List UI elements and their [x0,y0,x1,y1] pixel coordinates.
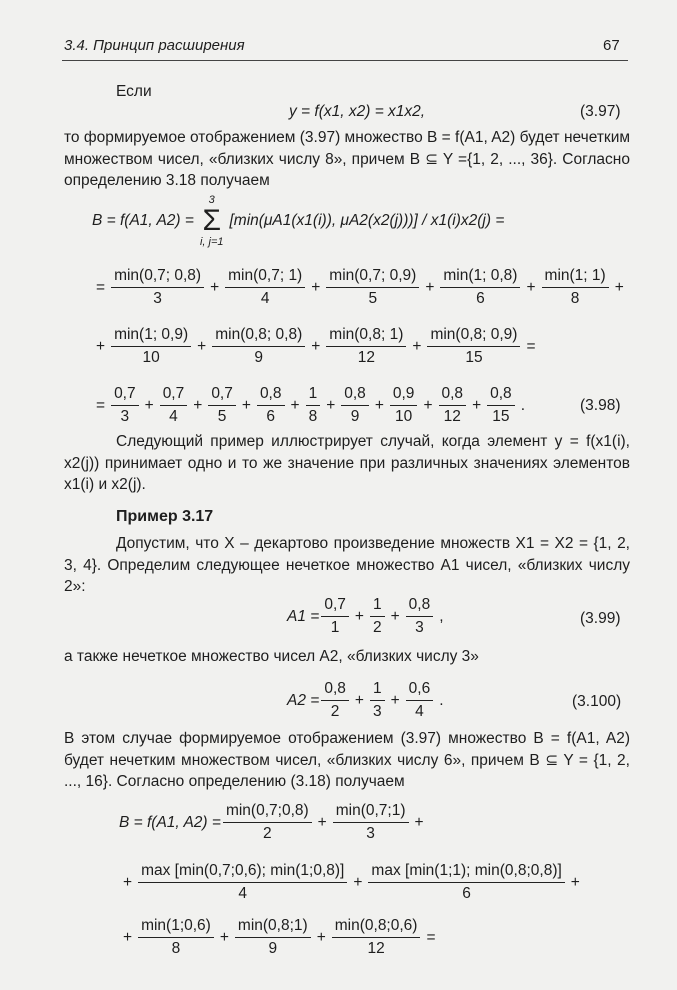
numerator: 1 [370,680,385,701]
plus-operator: + [219,928,229,946]
plus-operator: + [526,278,536,296]
operator: = [526,337,536,355]
numerator: min(0,8; 1) [326,326,406,347]
equation-b2-line-1 [119,802,428,843]
denominator: 4 [169,408,178,425]
plus-operator: + [326,396,336,414]
plus-operator: + [423,396,433,414]
equation-b-definition [92,194,504,248]
plus-operator: + [425,278,435,296]
denominator: 2 [262,825,272,842]
fraction-term [235,917,311,958]
eq-b2-lhs: B = f(A1, A2) = [119,813,221,831]
section-title: 3.4. Принцип расширения [64,37,245,54]
denominator: 5 [217,408,227,425]
fraction-term [321,680,349,721]
fraction-term [138,862,347,903]
fraction-term [138,917,214,958]
denominator: 6 [476,290,485,307]
denominator: 12 [367,940,385,957]
fraction-term [390,385,418,426]
equation-3-97: y = f(x1, x2) = x1x2, [289,103,426,120]
eq-a1-lhs: A1 = [287,607,320,625]
numerator: min(0,7;0,8) [223,802,312,823]
eq-number-3-97: (3.97) [580,103,621,120]
fraction-term [427,326,520,367]
denominator: 12 [357,349,375,366]
denominator: 10 [142,349,160,366]
paragraph-5-text: В этом случае формируемое отображением (3.97) множество B = f(A1, A2) будет нечетким множеством чисел, «близких числу 6», причем B ⊆ Y = {1, 2, ..., 16}. Согласно определению (3.18) получаем [64,730,630,790]
paragraph-2-text: Следующий пример иллюстрирует случай, когда элемент y = f(x1(i), x2(j)) принимает одно и то же значение при различных значениях элементов x1(i) и x2(j). [64,433,630,493]
denominator: 3 [366,825,375,842]
fraction-term [326,267,419,308]
denominator: 10 [395,408,413,425]
intro-word: Если [116,83,152,100]
numerator: 0,7 [208,385,236,406]
denominator: 3 [372,703,382,720]
paragraph-1-text: то формируемое отображением (3.97) множество B = f(A1, A2) будет нечетким множеством чисел, «близких числу 8», причем B ⊆ Y ={1, 2, ..., 36}. Согласно определению 3.18 получаем [64,129,631,189]
denominator: 5 [368,290,378,307]
operator: . [439,691,444,709]
paragraph-4 [64,646,630,668]
numerator: 0,8 [321,680,349,701]
plus-operator: + [316,928,326,946]
eq-b-lhs: B = f(A1, A2) = [92,212,194,229]
denominator: 2 [372,619,382,636]
plus-operator: + [290,396,300,414]
fraction-term [332,917,421,958]
plus-operator: + [354,607,364,625]
plus-operator: + [193,396,203,414]
equation-b2-line-2 [119,862,584,903]
operator: + [570,873,580,891]
numerator: 0,7 [111,385,139,406]
fraction-term [487,385,515,426]
denominator: 8 [570,290,580,307]
denominator: 9 [350,408,360,425]
paragraph-3-text: Допустим, что X – декартово произведение множеств X1 = X2 = {1, 2, 3, 4}. Определим следующее нечеткое множество A1 чисел, «близких числу 2»: [64,535,630,595]
fraction-term [326,326,406,367]
plus-operator: + [390,607,400,625]
operator: + [123,873,133,891]
paragraph-3 [64,533,630,598]
numerator: min(1; 1) [542,267,609,288]
operator: . [520,396,525,414]
fraction-term [439,385,467,426]
sigma-icon: Σ [202,204,221,237]
equation-line-2 [92,326,540,367]
numerator: 1 [370,596,385,617]
numerator: 0,8 [439,385,467,406]
denominator: 3 [120,408,130,425]
plus-operator: + [390,691,400,709]
operator: = [96,278,106,296]
numerator: 0,6 [406,680,434,701]
numerator: min(1; 0,8) [440,267,520,288]
operator: , [439,607,444,625]
plus-operator: + [210,278,220,296]
denominator: 1 [330,619,340,636]
numerator: min(0,7;1) [333,802,409,823]
numerator: 0,8 [487,385,515,406]
fraction-term [542,267,609,308]
fraction-term [223,802,312,843]
eq-number-3-99: (3.99) [580,610,621,627]
paragraph-5 [64,728,630,793]
numerator: 1 [306,385,321,406]
numerator: 0,9 [390,385,418,406]
fraction-term [111,267,204,308]
numerator: max [min(0,7;0,6); min(1;0,8)] [138,862,347,883]
fraction-term [111,385,139,426]
denominator: 4 [415,703,424,720]
fraction-term [370,680,385,721]
numerator: min(0,8;1) [235,917,311,938]
sum-lower-limit: i, j=1 [199,236,224,248]
operator: + [414,813,424,831]
plus-operator: + [354,691,364,709]
fraction-term [111,326,191,367]
numerator: min(1;0,6) [138,917,214,938]
numerator: min(0,8; 0,8) [212,326,305,347]
numerator: 0,7 [321,596,349,617]
plus-operator: + [412,337,422,355]
fraction-term [370,596,385,637]
denominator: 12 [443,408,461,425]
numerator: min(0,7; 0,8) [111,267,204,288]
denominator: 15 [492,408,510,425]
header-rule [62,60,628,61]
operator: + [614,278,624,296]
denominator: 3 [415,619,424,636]
denominator: 2 [330,703,340,720]
eq-number-3-100: (3.100) [572,693,622,710]
fraction-term [333,802,409,843]
denominator: 15 [465,349,483,366]
numerator: 0,7 [160,385,188,406]
fraction-term [440,267,520,308]
plus-operator: + [472,396,482,414]
numerator: 0,8 [257,385,285,406]
operator: = [426,928,436,946]
denominator: 8 [171,940,181,957]
fraction-term [212,326,305,367]
numerator: min(0,8; 0,9) [427,326,520,347]
equation-line-3 [92,385,529,426]
example-heading: Пример 3.17 [116,508,214,525]
fraction-term [406,596,434,637]
denominator: 6 [462,885,471,902]
plus-operator: + [374,396,384,414]
numerator: min(0,7; 1) [225,267,305,288]
operator: + [96,337,106,355]
numerator: 0,8 [341,385,369,406]
denominator: 6 [266,408,276,425]
fraction-term [406,680,434,721]
denominator: 4 [238,885,248,902]
eq-number-3-98: (3.98) [580,397,621,414]
fraction-term [368,862,564,903]
denominator: 8 [308,408,318,425]
plus-operator: + [311,337,321,355]
paragraph-1 [64,127,630,192]
eq-b-body: [min(μA1(x1(i)), μA2(x2(j)))] / x1(i)x2(j) = [229,212,505,229]
fraction-term [341,385,369,426]
equation-line-1 [92,267,628,308]
plus-operator: + [317,813,327,831]
fraction-term [306,385,321,426]
numerator: min(0,7; 0,9) [326,267,419,288]
numerator: 0,8 [406,596,434,617]
plus-operator: + [311,278,321,296]
equation-b2-line-3 [119,917,440,958]
fraction-term [257,385,285,426]
fraction-term [208,385,236,426]
numerator: max [min(1;1); min(0,8;0,8)] [368,862,564,883]
denominator: 9 [268,940,278,957]
paragraph-2 [64,431,630,496]
fraction-term [225,267,305,308]
denominator: 4 [260,290,270,307]
page-number: 67 [603,37,620,54]
plus-operator: + [241,396,251,414]
operator: = [96,396,106,414]
fraction-term [321,596,349,637]
eq-a2-lhs: A2 = [287,691,320,709]
paragraph-4-text: а также нечеткое множество чисел A2, «близких числу 3» [64,648,479,665]
numerator: min(1; 0,9) [111,326,191,347]
equation-a1 [287,596,448,637]
denominator: 9 [254,349,264,366]
fraction-term [160,385,188,426]
plus-operator: + [144,396,154,414]
numerator: min(0,8;0,6) [332,917,421,938]
plus-operator: + [353,873,363,891]
plus-operator: + [197,337,207,355]
sum-upper-limit: 3 [208,194,215,206]
operator: + [123,928,133,946]
summation [200,194,224,248]
denominator: 3 [153,290,162,307]
equation-a2 [287,680,448,721]
